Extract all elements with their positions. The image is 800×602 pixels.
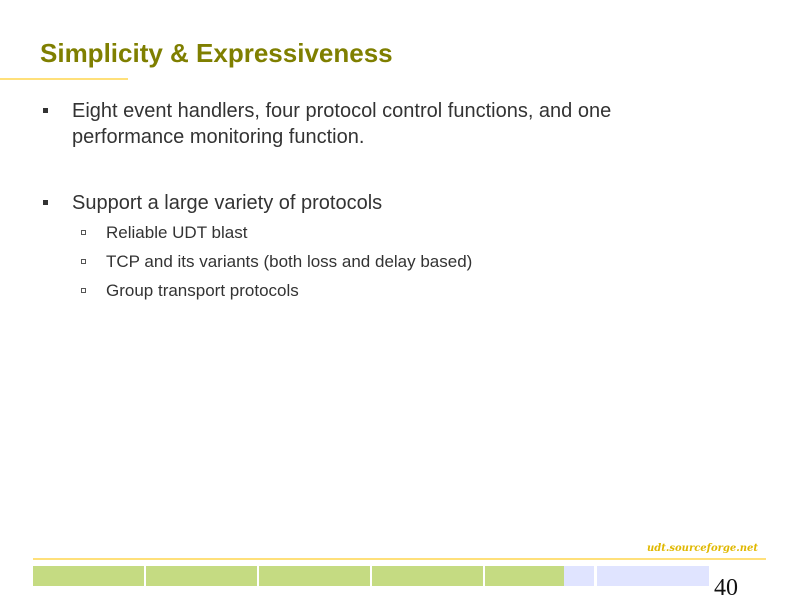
- slide-title: Simplicity & Expressiveness: [40, 38, 393, 68]
- sub-bullet-text: Reliable UDT blast: [106, 223, 248, 242]
- bar-segment: [485, 566, 564, 586]
- bar-segment: [33, 566, 144, 586]
- sub-bullet-text: Group transport protocols: [106, 281, 299, 300]
- bullet-text: Support a large variety of protocols: [72, 192, 383, 214]
- sub-bullet-item: [106, 222, 706, 244]
- sub-bullet-item: [106, 280, 706, 302]
- bullet-item: [72, 98, 712, 150]
- bar-segment: [259, 566, 370, 586]
- hollow-square-bullet-icon: [81, 259, 86, 264]
- bullet-text: Eight event handlers, four protocol control functions, and one performance monitoring function.: [72, 100, 612, 148]
- page-number: 40: [714, 575, 738, 601]
- sub-bullet-text: TCP and its variants (both loss and delay based): [106, 252, 473, 271]
- square-bullet-icon: [43, 200, 48, 205]
- sub-bullet-item: [106, 251, 706, 273]
- footer-divider: [33, 558, 766, 560]
- hollow-square-bullet-icon: [81, 288, 86, 293]
- bar-segment: [564, 566, 594, 586]
- hollow-square-bullet-icon: [81, 230, 86, 235]
- footer-decorative-bar: [33, 566, 709, 586]
- footer-url: udt.sourceforge.net: [647, 543, 758, 554]
- title-underline: [0, 78, 128, 80]
- bar-segment: [597, 566, 709, 586]
- bar-segment: [372, 566, 483, 586]
- square-bullet-icon: [43, 108, 48, 113]
- bar-segment: [146, 566, 257, 586]
- bullet-item: [72, 190, 712, 216]
